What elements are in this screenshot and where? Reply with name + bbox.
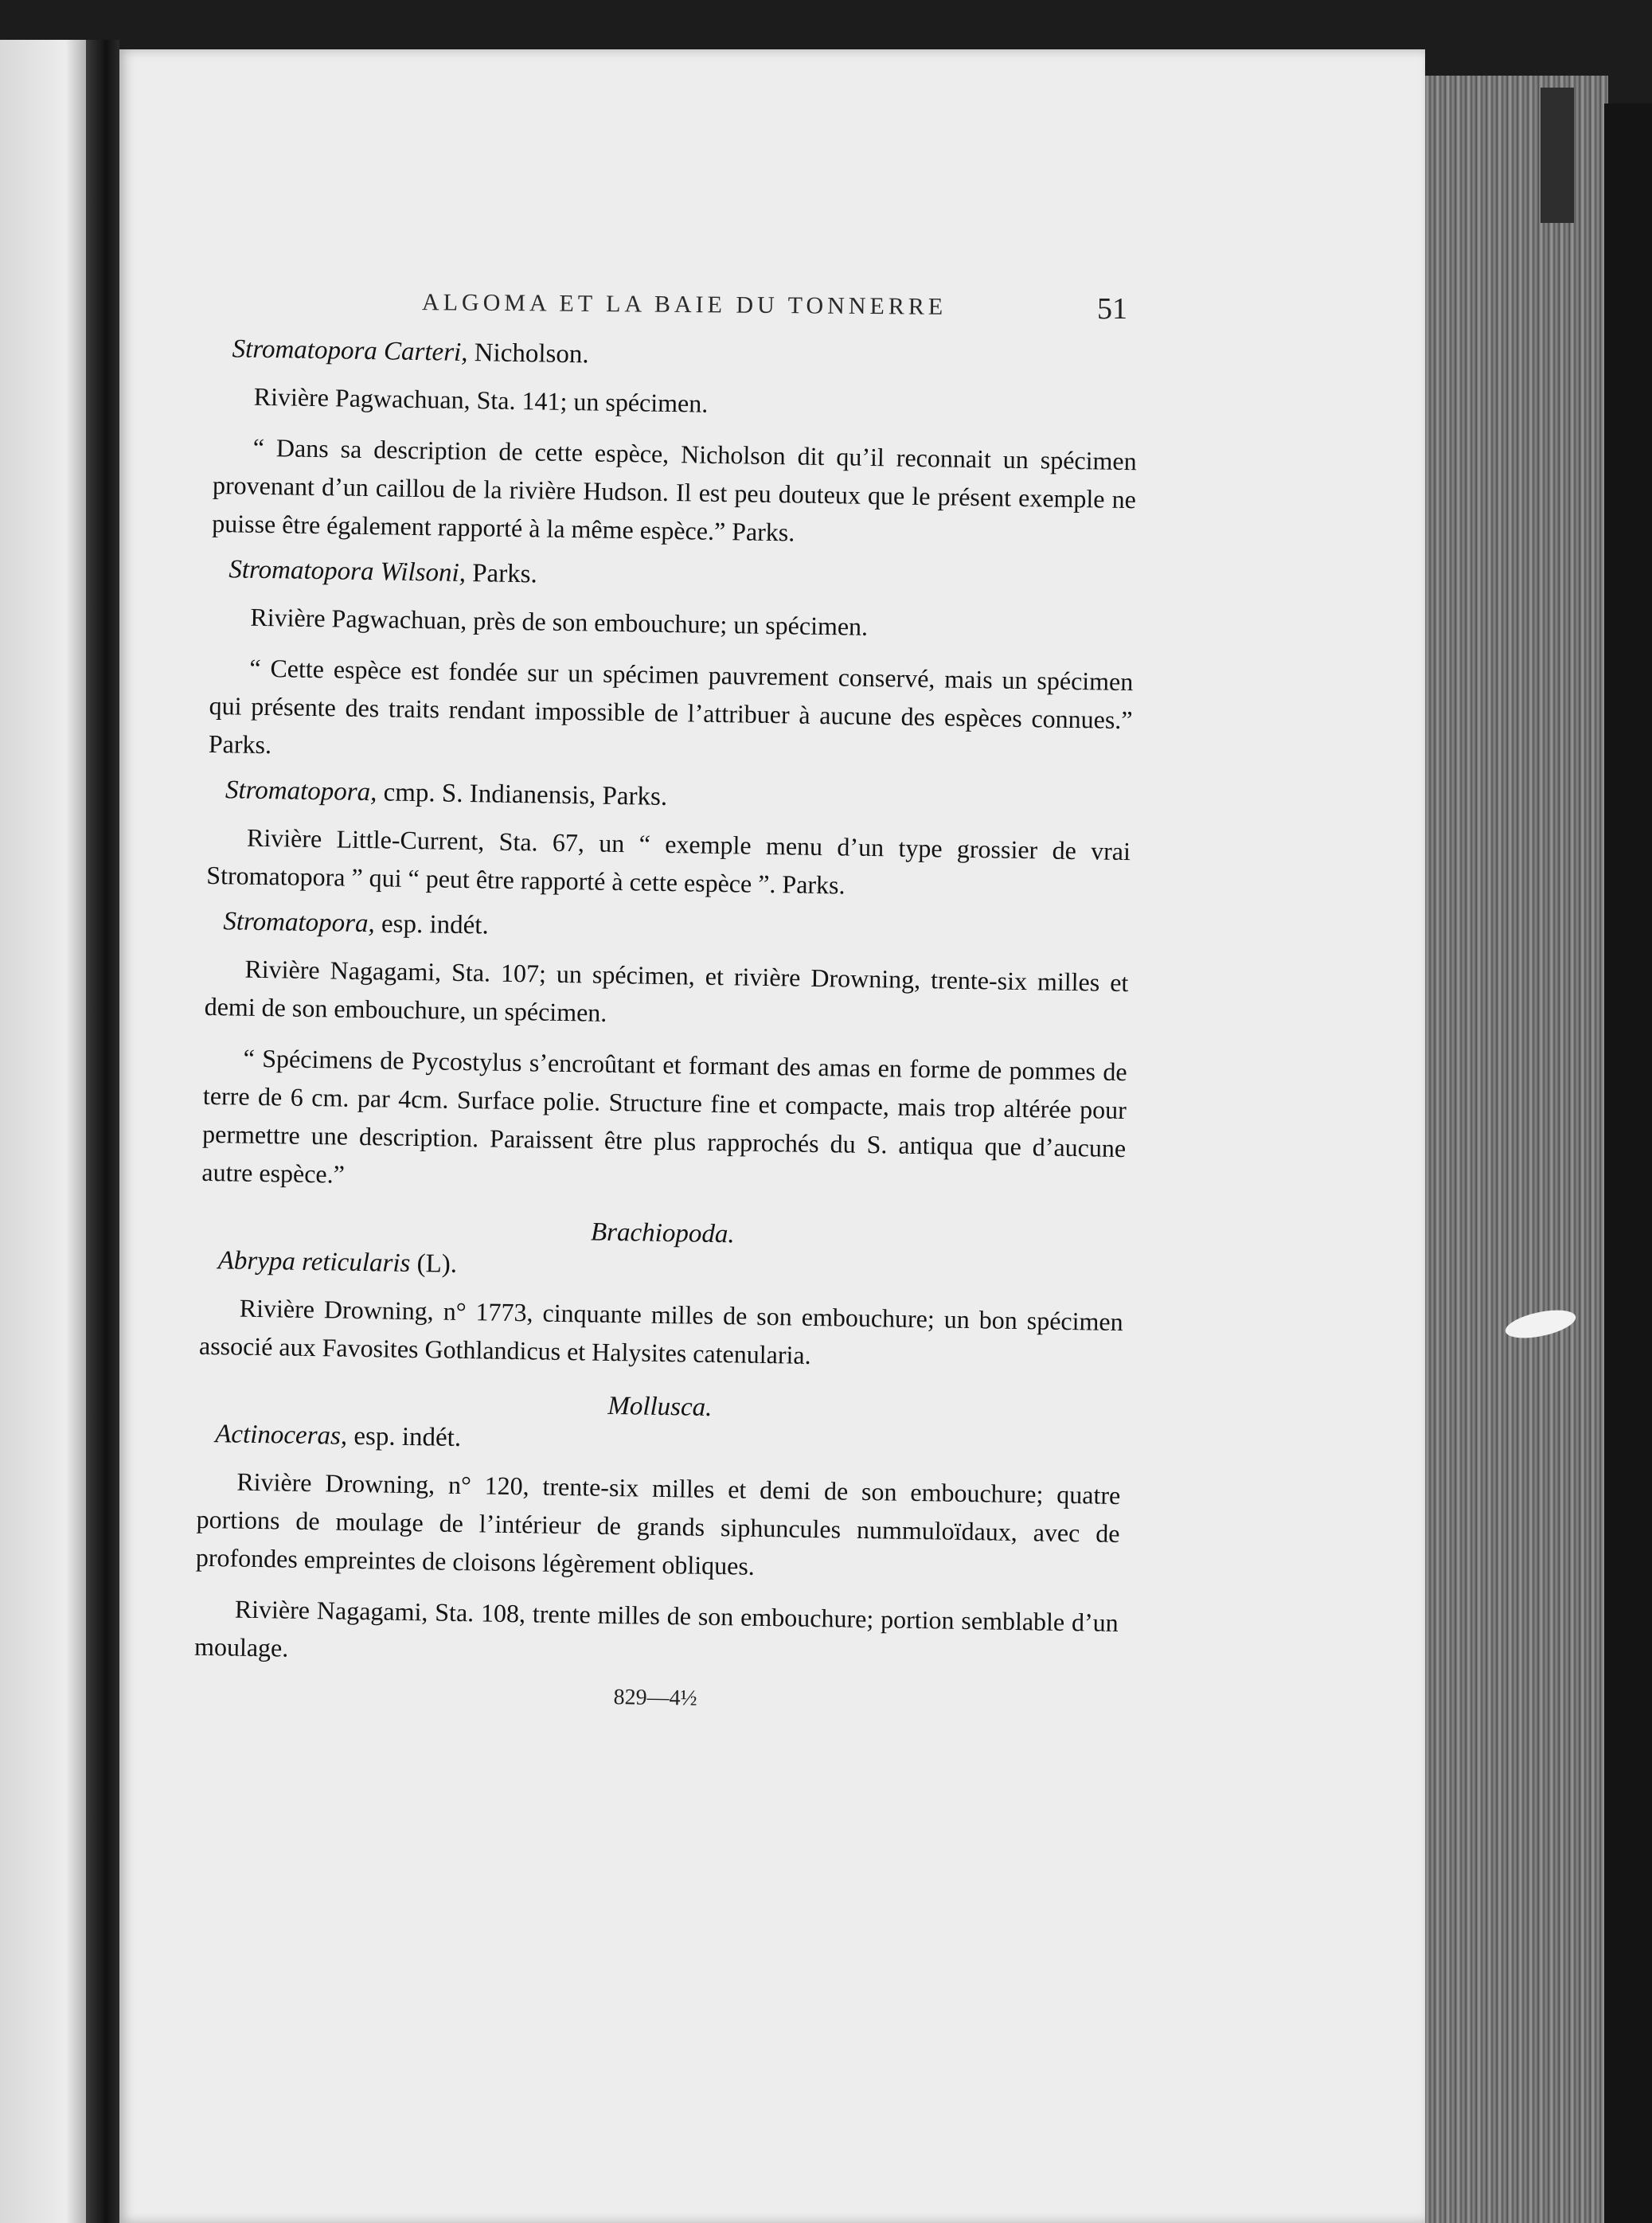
taxon-name: Actinoceras, <box>215 1420 348 1451</box>
folio-signature: 829—4½ <box>613 1685 697 1711</box>
taxon-author: (L). <box>410 1249 458 1279</box>
taxon-name: Stromatopora Wilsoni, <box>228 555 467 588</box>
section-heading: Brachiopoda. <box>590 1217 735 1249</box>
taxon-name: Stromatopora Carteri, <box>232 334 468 367</box>
taxon-name: Stromatopora, <box>223 907 376 939</box>
species-heading <box>223 907 1129 951</box>
paragraph: Rivière Pagwachuan, Sta. 141; un spécimen. <box>253 381 709 418</box>
taxon-author: cmp. S. Indianensis, Parks. <box>377 778 668 811</box>
taxon-author: esp. indét. <box>374 909 490 940</box>
page-body <box>193 334 1138 1718</box>
paragraph: “ Spécimens de Pycostylus s’encroûtant et formant des amas en forme de pommes de terre de 6 cm. par 4cm. Surface polie. Structure fine et compacte, mais trop altérée pour permettre une description. Paraissent être plus rapprochés du S. antiqua que d’aucune autre espèce.” <box>201 1043 1127 1189</box>
section-heading: Mollusca. <box>607 1391 713 1422</box>
edge-tab <box>1541 88 1574 223</box>
paragraph: Rivière Little-Current, Sta. 67, un “ exemple menu d’un type grossier de vrai Stromatopora ” qui “ peut être rapporté à cette espèce ”. Parks. <box>206 822 1131 900</box>
species-heading <box>228 555 1135 599</box>
left-page-edge <box>0 40 94 2223</box>
species-heading <box>225 776 1131 819</box>
taxon-author: Nicholson. <box>467 338 589 369</box>
paragraph: “ Cette espèce est fondée sur un spécimen pauvrement conservé, mais un spécimen qui présente des traits rendant impossible de l’attribuer à aucune des espèces connues.” Parks. <box>208 653 1134 760</box>
paragraph: Rivière Nagagami, Sta. 107; un spécimen, et rivière Drowning, trente-six milles et demi de son embouchure, un spécimen. <box>204 954 1129 1027</box>
paragraph: Rivière Drowning, n° 1773, cinquante milles de son embouchure; un bon spécimen associé aux Favosites Gothlandicus et Halysites catenularia. <box>198 1293 1123 1369</box>
page-fore-edge <box>1425 76 1608 2223</box>
spine-shadow <box>86 40 119 2223</box>
paragraph: Rivière Drowning, n° 120, trente-six milles et demi de son embouchure; quatre portions de moulage de l’intérieur de grands siphuncules nummuloïdaux, avec de profondes empreintes de cloisons légèrement obliques. <box>195 1467 1121 1580</box>
taxon-name: Abrypa reticularis <box>217 1246 411 1278</box>
paragraph: Rivière Pagwachuan, près de son embouchure; un spécimen. <box>250 602 869 641</box>
taxon-name: Stromatopora, <box>225 776 377 807</box>
page-number: 51 <box>1097 292 1127 326</box>
running-head: ALGOMA ET LA BAIE DU TONNERRE <box>421 289 947 320</box>
paragraph: Rivière Nagagami, Sta. 108, trente milles de son embouchure; portion semblable d’un moulage. <box>193 1594 1119 1662</box>
paragraph: “ Dans sa description de cette espèce, Nicholson dit qu’il reconnait un spécimen provenant d’un caillou de la rivière Hudson. Il est peu douteux que le présent exemple ne puisse être également rapporté à la même espèce.” Parks. <box>211 432 1137 547</box>
taxon-author: esp. indét. <box>346 1421 462 1453</box>
taxon-author: Parks. <box>465 558 538 589</box>
background-dark <box>1604 104 1652 2223</box>
